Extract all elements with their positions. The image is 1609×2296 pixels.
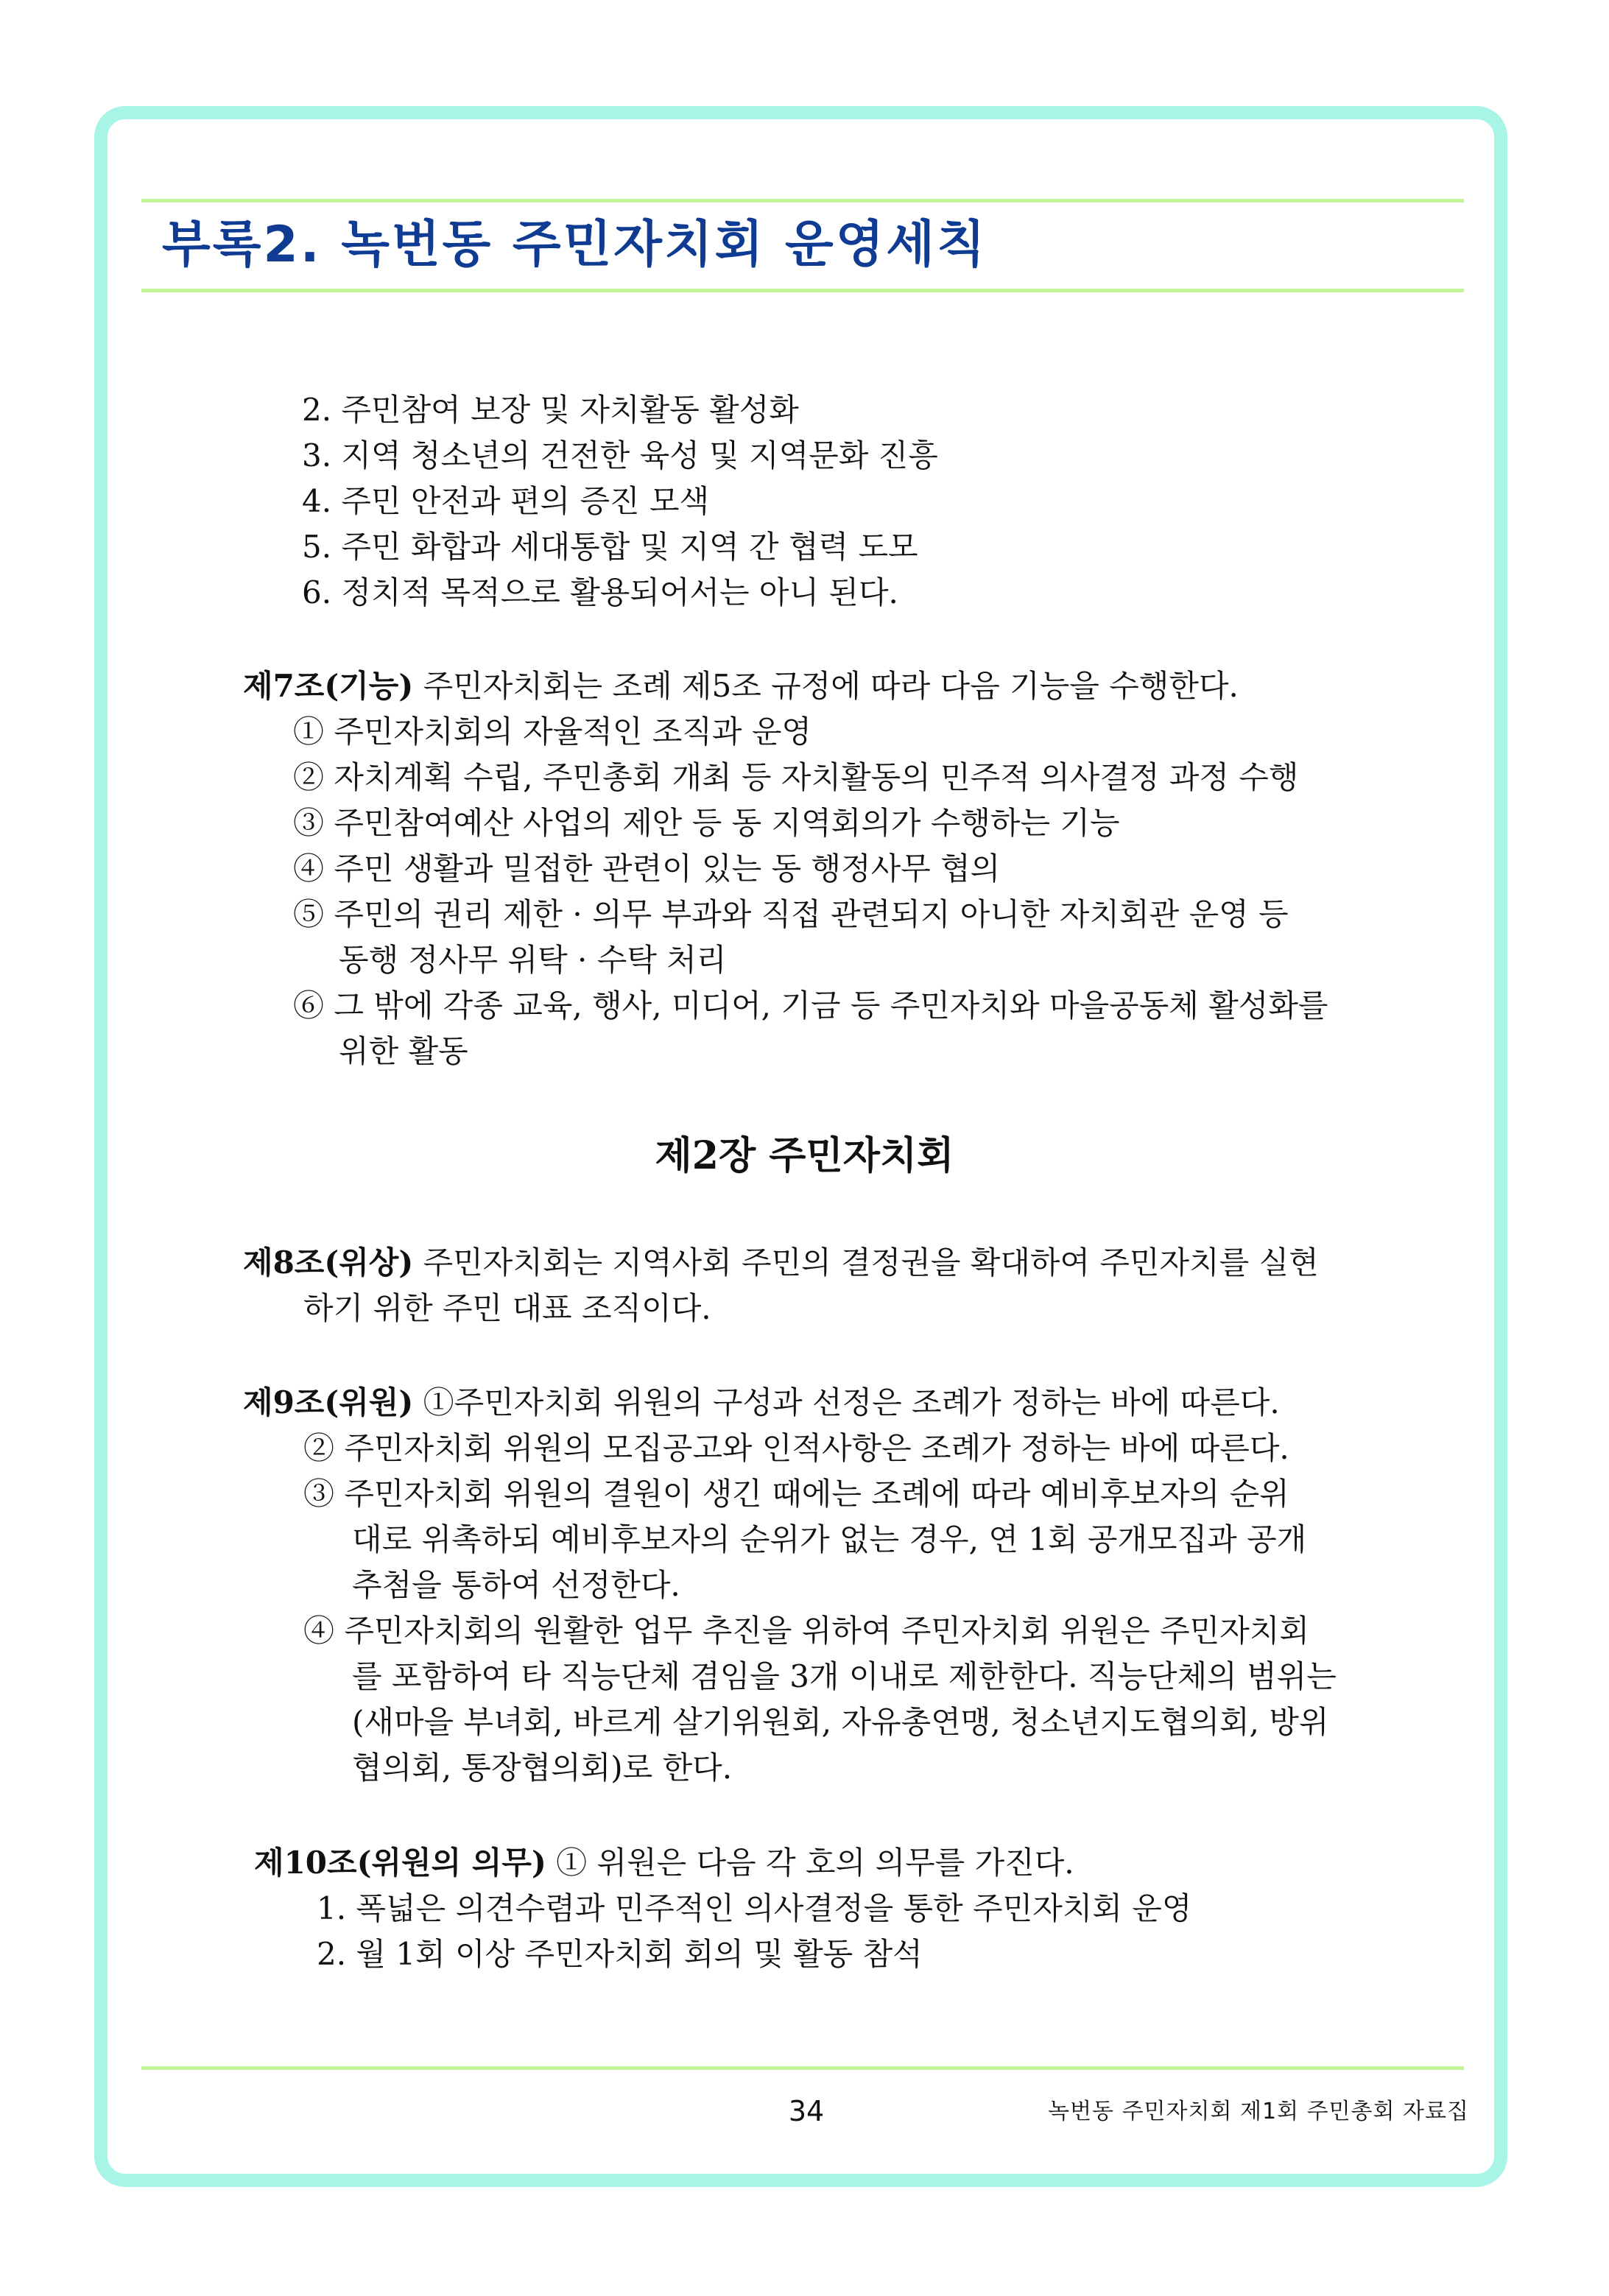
article-9-item-continuation: 협의회, 통장협의회)로 한다. (352, 1750, 733, 1786)
footer-rule (141, 2066, 1464, 2070)
article-7-item: ① 주민자치회의 자율적인 조직과 운영 (293, 714, 811, 750)
article-9-item: ④ 주민자치회의 원활한 업무 추진을 위하여 주민자치회 위원은 주민자치회 (303, 1613, 1309, 1649)
article-7-item: ⑥ 그 밖에 각종 교육, 행사, 미디어, 기금 등 주민자치와 마을공동체 활성화를 (293, 987, 1328, 1024)
list-item: 3. 지역 청소년의 건전한 육성 및 지역문화 진흥 (302, 437, 938, 473)
article-8-title: 제8조(위상) (243, 1244, 414, 1281)
article-10-title: 제10조(위원의 의무) (254, 1845, 546, 1881)
article-7-title: 제7조(기능) (243, 668, 414, 704)
article-7-item: ⑤ 주민의 권리 제한 · 의무 부과와 직접 관련되지 아니한 자치회관 운영 등 (293, 896, 1289, 932)
article-7-item: ④ 주민 생활과 밀접한 관련이 있는 동 행정사무 협의 (293, 851, 1001, 887)
article-9-heading (243, 1381, 1280, 1425)
article-7-item: ② 자치계획 수립, 주민총회 개최 등 자치활동의 민주적 의사결정 과정 수행 (293, 759, 1299, 795)
article-10-item: 2. 월 1회 이상 주민자치회 회의 및 활동 참석 (317, 1936, 923, 1972)
article-9-title: 제9조(위원) (243, 1384, 414, 1420)
article-7-item-continuation: 위한 활동 (339, 1033, 468, 1069)
list-item: 4. 주민 안전과 편의 증진 모색 (302, 483, 710, 519)
article-7-heading (243, 664, 1239, 708)
article-7-intro: 주민자치회는 조례 제5조 규정에 따라 다음 기능을 수행한다. (413, 668, 1239, 704)
footer-document-title: 녹번동 주민자치회 제1회 주민총회 자료집 (1048, 2099, 1469, 2124)
article-9-item-continuation: 추첨을 통하여 선정한다. (352, 1567, 680, 1603)
article-9-intro: ①주민자치회 위원의 구성과 선정은 조례가 정하는 바에 따른다. (413, 1384, 1280, 1420)
list-item: 2. 주민참여 보장 및 자치활동 활성화 (302, 392, 799, 428)
article-9-item-continuation: 를 포함하여 타 직능단체 겸임을 3개 이내로 제한한다. 직능단체의 범위는 (352, 1658, 1337, 1694)
list-item: 5. 주민 화합과 세대통합 및 지역 간 협력 도모 (302, 529, 918, 565)
article-10-intro: ① 위원은 다음 각 호의 의무를 가진다. (546, 1845, 1074, 1881)
article-8-heading (243, 1241, 1319, 1285)
list-item: 6. 정치적 목적으로 활용되어서는 아니 된다. (302, 574, 898, 610)
article-9-item-continuation: 대로 위촉하되 예비후보자의 순위가 없는 경우, 연 1회 공개모집과 공개 (352, 1521, 1307, 1557)
article-10-heading (254, 1841, 1074, 1885)
chapter-title: 제2장 주민자치회 (655, 1133, 954, 1178)
article-9-item: ② 주민자치회 위원의 모집공고와 인적사항은 조례가 정하는 바에 따른다. (303, 1430, 1289, 1466)
appendix-title: 부록2. 녹번동 주민자치회 운영세칙 (162, 216, 987, 274)
article-7-item-continuation: 동행 정사무 위탁 · 수탁 처리 (339, 942, 727, 978)
article-8-continuation: 하기 위한 주민 대표 조직이다. (303, 1290, 711, 1326)
article-10-item: 1. 폭넓은 의견수렴과 민주적인 의사결정을 통한 주민자치회 운영 (317, 1890, 1192, 1926)
article-8-intro: 주민자치회는 지역사회 주민의 결정권을 확대하여 주민자치를 실현 (413, 1244, 1319, 1281)
article-7-item: ③ 주민참여예산 사업의 제안 등 동 지역회의가 수행하는 기능 (293, 805, 1120, 841)
article-9-item: ③ 주민자치회 위원의 결원이 생긴 때에는 조례에 따라 예비후보자의 순위 (303, 1476, 1289, 1512)
article-9-item-continuation: (새마을 부녀회, 바르게 살기위원회, 자유총연맹, 청소년지도협의회, 방위 (352, 1704, 1329, 1740)
page-number: 34 (788, 2095, 825, 2127)
